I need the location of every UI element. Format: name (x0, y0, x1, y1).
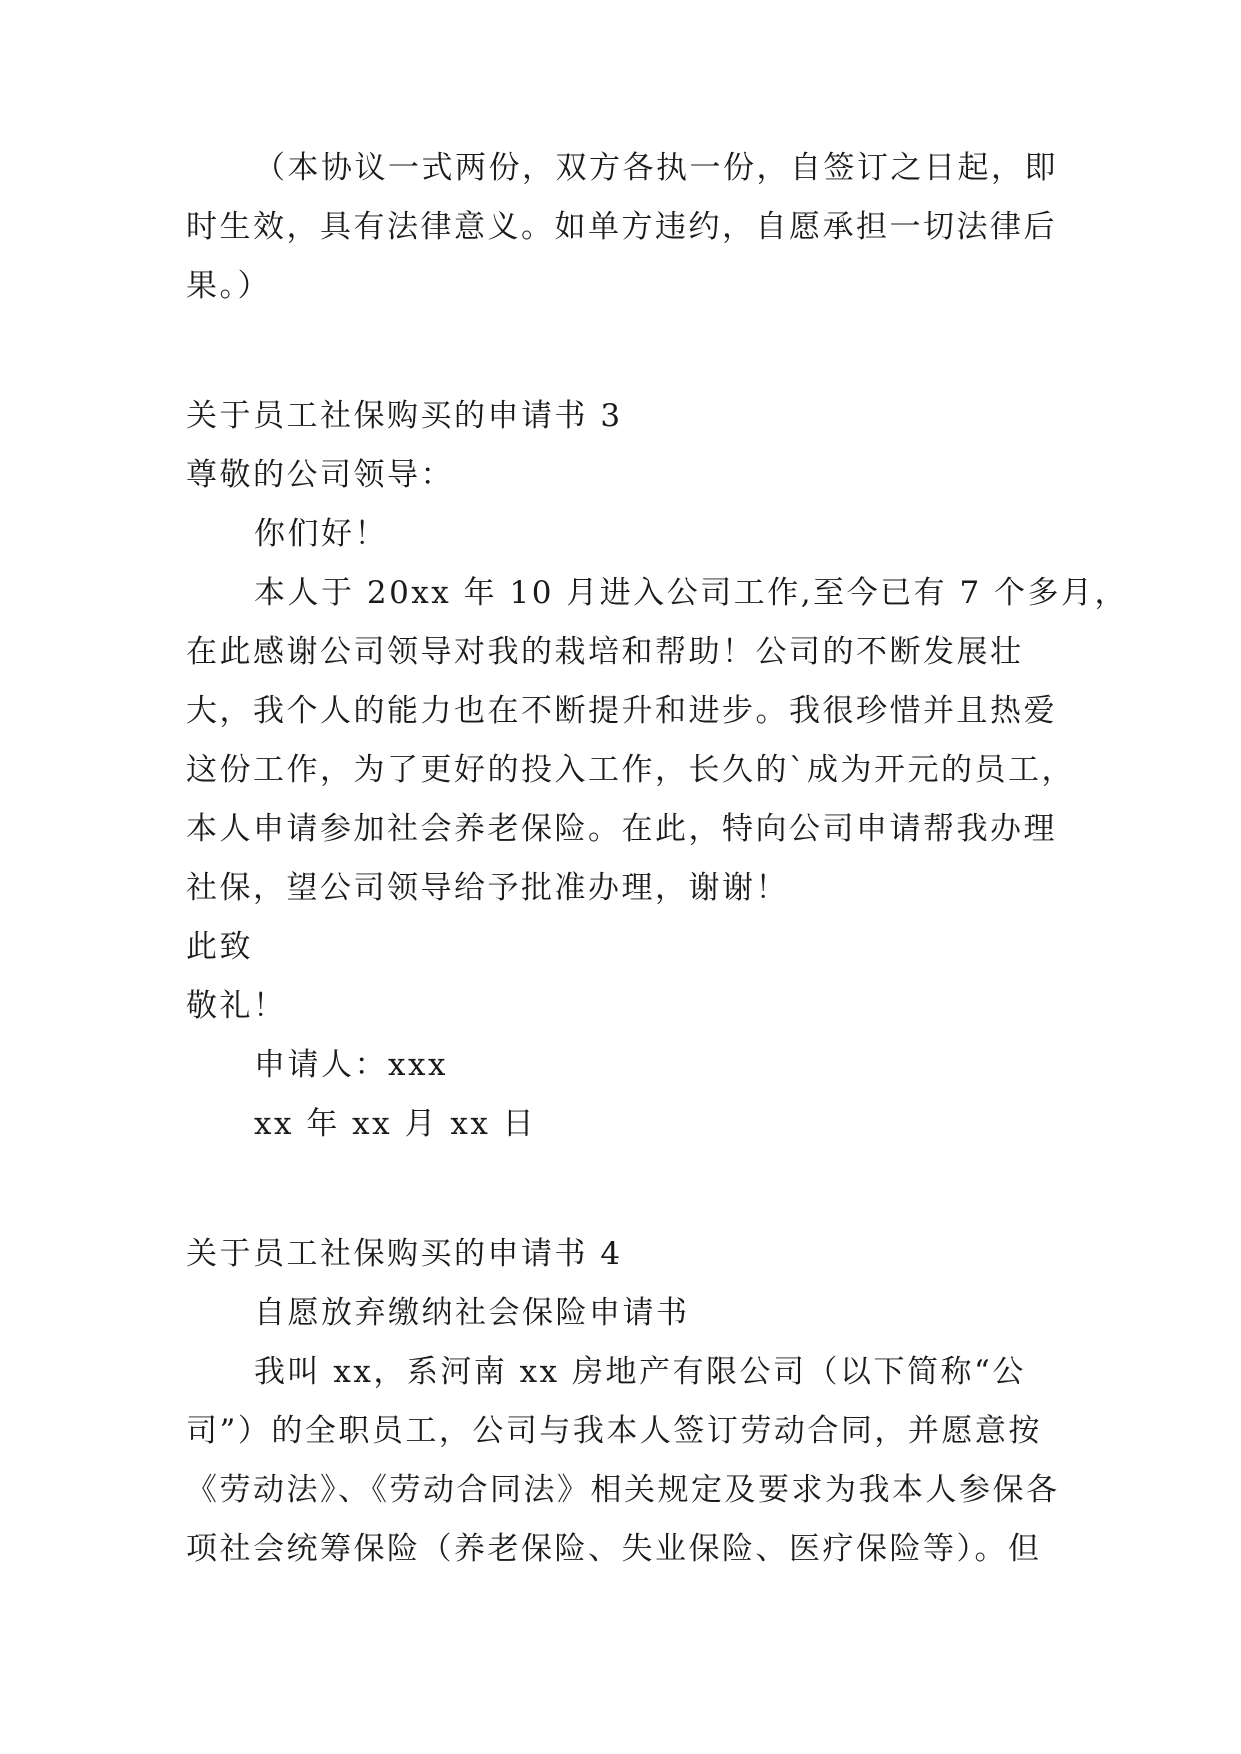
body-line: 大，我个人的能力也在不断提升和进步。我很珍惜并且热爱 (186, 693, 1057, 729)
body-line: 在此感谢公司领导对我的栽培和帮助！公司的不断发展壮 (186, 634, 1024, 670)
body-line: 这份工作，为了更好的投入工作，长久的`成为开元的员工， (186, 752, 1075, 788)
body-line: 司”）的全职员工，公司与我本人签订劳动合同，并愿意按 (186, 1413, 1042, 1449)
body-line: 社保，望公司领导给予批准办理，谢谢！ (186, 870, 789, 906)
greeting: 你们好！ (254, 516, 388, 552)
applicant-line: 申请人：xxx (254, 1047, 448, 1083)
closing-line: 敬礼！ (186, 988, 287, 1024)
closing-line: 此致 (186, 929, 253, 965)
agreement-note-line: 时生效，具有法律意义。如单方违约，自愿承担一切法律后 (186, 209, 1057, 245)
body-line: 本人申请参加社会养老保险。在此，特向公司申请帮我办理 (186, 811, 1057, 847)
body-line: 本人于 20xx 年 10 月进入公司工作,至今已有 7 个多月， (254, 575, 1129, 611)
section-heading: 关于员工社保购买的申请书 4 (186, 1236, 623, 1272)
agreement-note-line: （本协议一式两份，双方各执一份，自签订之日起，即 (254, 150, 1058, 186)
subtitle: 自愿放弃缴纳社会保险申请书 (254, 1295, 690, 1331)
body-line: 项社会统筹保险（养老保险、失业保险、医疗保险等）。但 (186, 1531, 1042, 1567)
date-line: xx 年 xx 月 xx 日 (254, 1106, 537, 1142)
body-line: 《劳动法》、《劳动合同法》相关规定及要求为我本人参保各 (186, 1472, 1060, 1508)
body-line: 我叫 xx，系河南 xx 房地产有限公司（以下简称“公 (254, 1354, 1026, 1390)
section-heading: 关于员工社保购买的申请书 3 (186, 398, 623, 434)
agreement-note-line: 果。） (186, 268, 271, 304)
salutation: 尊敬的公司领导： (186, 457, 454, 493)
